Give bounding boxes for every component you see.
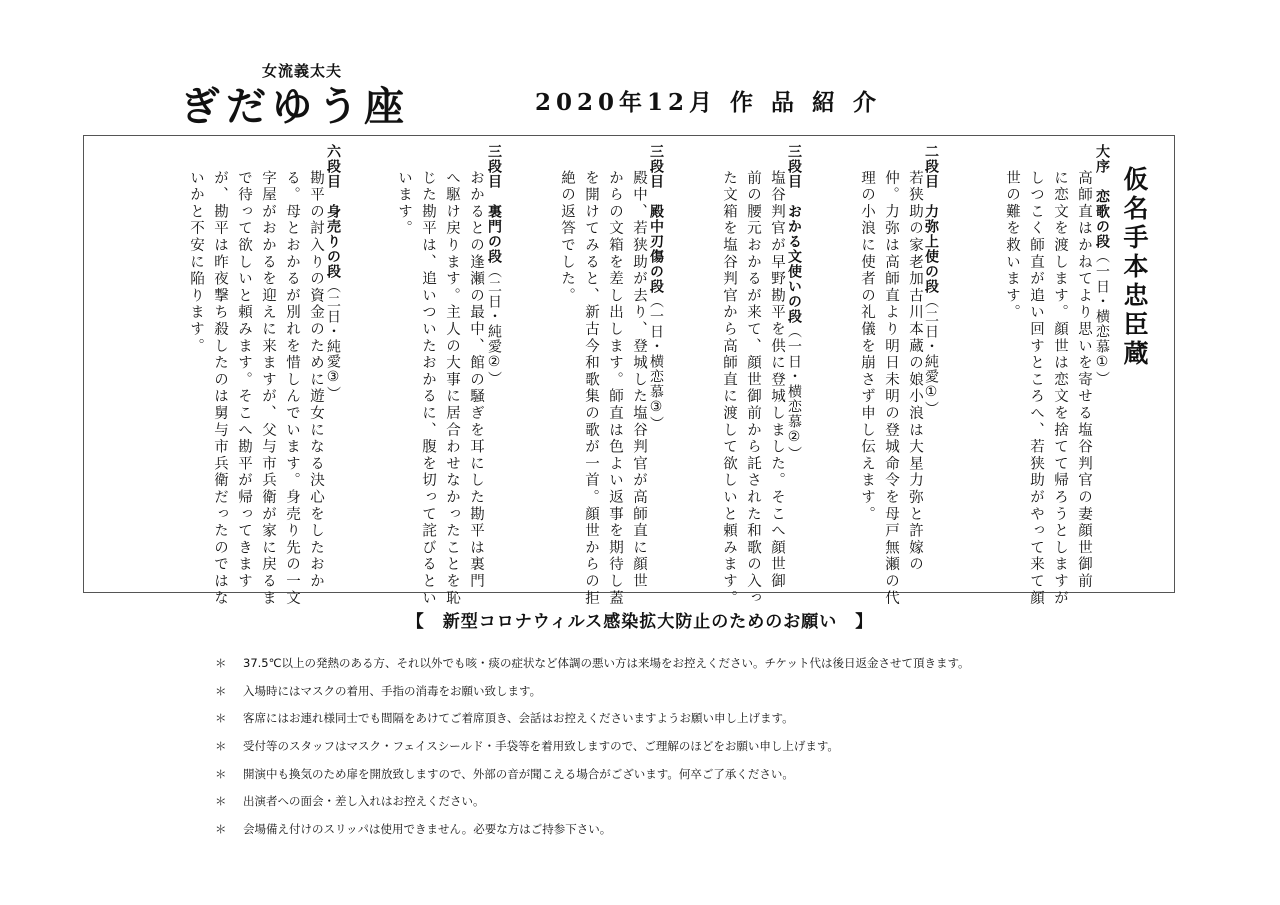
scene-cast: （二日・純愛②） (486, 264, 502, 386)
month-heading: 2020年12月 作 品 紹 介 (535, 89, 882, 116)
scene-body (1000, 170, 1096, 607)
scene-line: る。母とおかるが別れを惜しんでいます。身売り先の一文 (284, 170, 300, 607)
scene-line: 仲。力弥は高師直より明日未明の登城命令を母戸無瀬の代 (883, 170, 899, 607)
scene-line: へ駆け戻ります。主人の大事に居合わせなかったことを恥 (444, 170, 460, 607)
notice-text: 会場備え付けのスリッパは使用できません。必要な方はご持参下さい。 (243, 822, 612, 837)
notice-item (215, 733, 970, 761)
scene-body (855, 170, 927, 607)
notice-item (215, 788, 970, 816)
scene-name: 大序 恋歌の段 (1094, 144, 1110, 249)
scene-line: 勘平の討入りの資金のために遊女になる決心をしたおか (308, 170, 324, 590)
scene-line: 塩谷判官が早野勘平を供に登城しました。そこへ顔世御 (769, 170, 785, 590)
scene-line: いかと不安に陥ります。 (188, 170, 204, 355)
notice-item (215, 816, 970, 844)
scene-line: た文箱を塩谷判官から高師直に渡して欲しいと頼みます。 (721, 170, 737, 607)
scene-line: 世の難を救います。 (1004, 170, 1020, 322)
scene-cast: （一日・横恋慕③） (648, 294, 664, 431)
notice-text: 出演者への面会・差し入れはお控えください。 (243, 794, 485, 809)
notice-item (215, 678, 970, 706)
notice-text: 開演中も換気のため扉を開放致しますので、外部の音が聞こえる場合がございます。何卒ご了承ください。 (243, 766, 794, 781)
notice-item (215, 650, 970, 678)
scene-line: が、勘平は昨夜撃ち殺したのは舅与市兵衛だったのではな (212, 170, 228, 607)
bullet-mark: ＊ (215, 794, 227, 809)
scene-line: 絶の返答でした。 (559, 170, 575, 305)
scene-line: しつこく師直が追い回すところへ、若狭助がやって来て顔 (1028, 170, 1044, 607)
scene-body (184, 170, 328, 607)
program-box (83, 135, 1175, 607)
notice-text: 受付等のスタッフはマスク・フェイスシールド・手袋等を着用致しますので、ご理解のほどをお願い申し上げます。 (243, 739, 839, 754)
brand-logo: ぎだゆう座 (180, 84, 410, 130)
scene-name: 三段目 おかる文使いの段 (786, 144, 802, 324)
scene-line: います。 (396, 170, 412, 238)
scene-name: 三段目 裏門の段 (486, 144, 502, 264)
notice-text: 37.5℃以上の発熱のある方、それ以外でも咳・痰の症状など体調の悪い方は来場をお控えください。チケット代は後日返金させて頂きます。 (243, 656, 970, 670)
scene-line: じた勘平は、追いついたおかるに、腹を切って詫びるとい (420, 170, 436, 607)
scene-body (717, 170, 789, 607)
scene-cast: （一日・横恋慕①） (1094, 249, 1110, 386)
scene-line: 理の小浪に使者の礼儀を崩さず申し伝えます。 (859, 170, 875, 523)
scene-line: 字屋がおかるを迎えに来ますが、父与市兵衛が家に戻るま (260, 170, 276, 607)
bullet-mark: ＊ (215, 739, 227, 754)
scene-line: からの文箱を差し出します。師直は色よい返事を期待し蓋 (607, 170, 623, 607)
bullet-mark: ＊ (215, 766, 227, 781)
scene-cast: （二日・純愛③） (325, 279, 341, 401)
bullet-mark: ＊ (215, 656, 227, 670)
notice-item (215, 705, 970, 733)
notice-item (215, 761, 970, 789)
scene-line: 前の腰元おかるが来て、顔世御前から託された和歌の入っ (745, 170, 761, 607)
scene-line: を開けてみると、新古今和歌集の歌が一首。顔世からの拒 (583, 170, 599, 607)
scene-body (392, 170, 488, 607)
notice-text: 入場時にはマスクの着用、手指の消毒をお願い致します。 (243, 683, 542, 698)
play-title: 仮名手本忠臣蔵 (1120, 166, 1149, 369)
scene-line: 殿中、若狭助が去り、登城した塩谷判官が高師直に顔世 (631, 170, 647, 590)
bullet-mark: ＊ (215, 822, 227, 837)
scene-name: 六段目 身売りの段 (325, 144, 341, 279)
notice-list (215, 650, 970, 844)
scene-body (555, 170, 651, 607)
scene-line: で待って欲しいと頼みます。そこへ勘平が帰ってきます (236, 170, 252, 590)
scene-line: に恋文を渡します。顔世は恋文を捨てて帰ろうとしますが (1052, 170, 1068, 607)
scene-line: 若狭助の家老加古川本蔵の娘小浪は大星力弥と許嫁の (907, 170, 923, 574)
scene-line: 高師直はかねてより思いを寄せる塩谷判官の妻顔世御前 (1076, 170, 1092, 590)
notice-text: 客席にはお連れ様同士でも間隔をあけてご着席頂き、会話はお控えくださいますようお願い申し上げます。 (243, 711, 794, 726)
bullet-mark: ＊ (215, 711, 227, 726)
scene-cast: （二日・純愛①） (923, 294, 939, 416)
scene-name: 二段目 力弥上使の段 (923, 144, 939, 294)
scene-name: 三段目 殿中刃傷の段 (648, 144, 664, 294)
brand-subtitle: 女流義太夫 (262, 62, 343, 80)
bullet-mark: ＊ (215, 683, 227, 698)
scene-line: おかるとの逢瀬の最中、館の騒ぎを耳にした勘平は裏門 (468, 170, 484, 590)
notice-title: 【 新型コロナウィルス感染拡大防止のためのお願い 】 (406, 612, 874, 632)
scene-cast: （一日・横恋慕②） (786, 324, 802, 461)
